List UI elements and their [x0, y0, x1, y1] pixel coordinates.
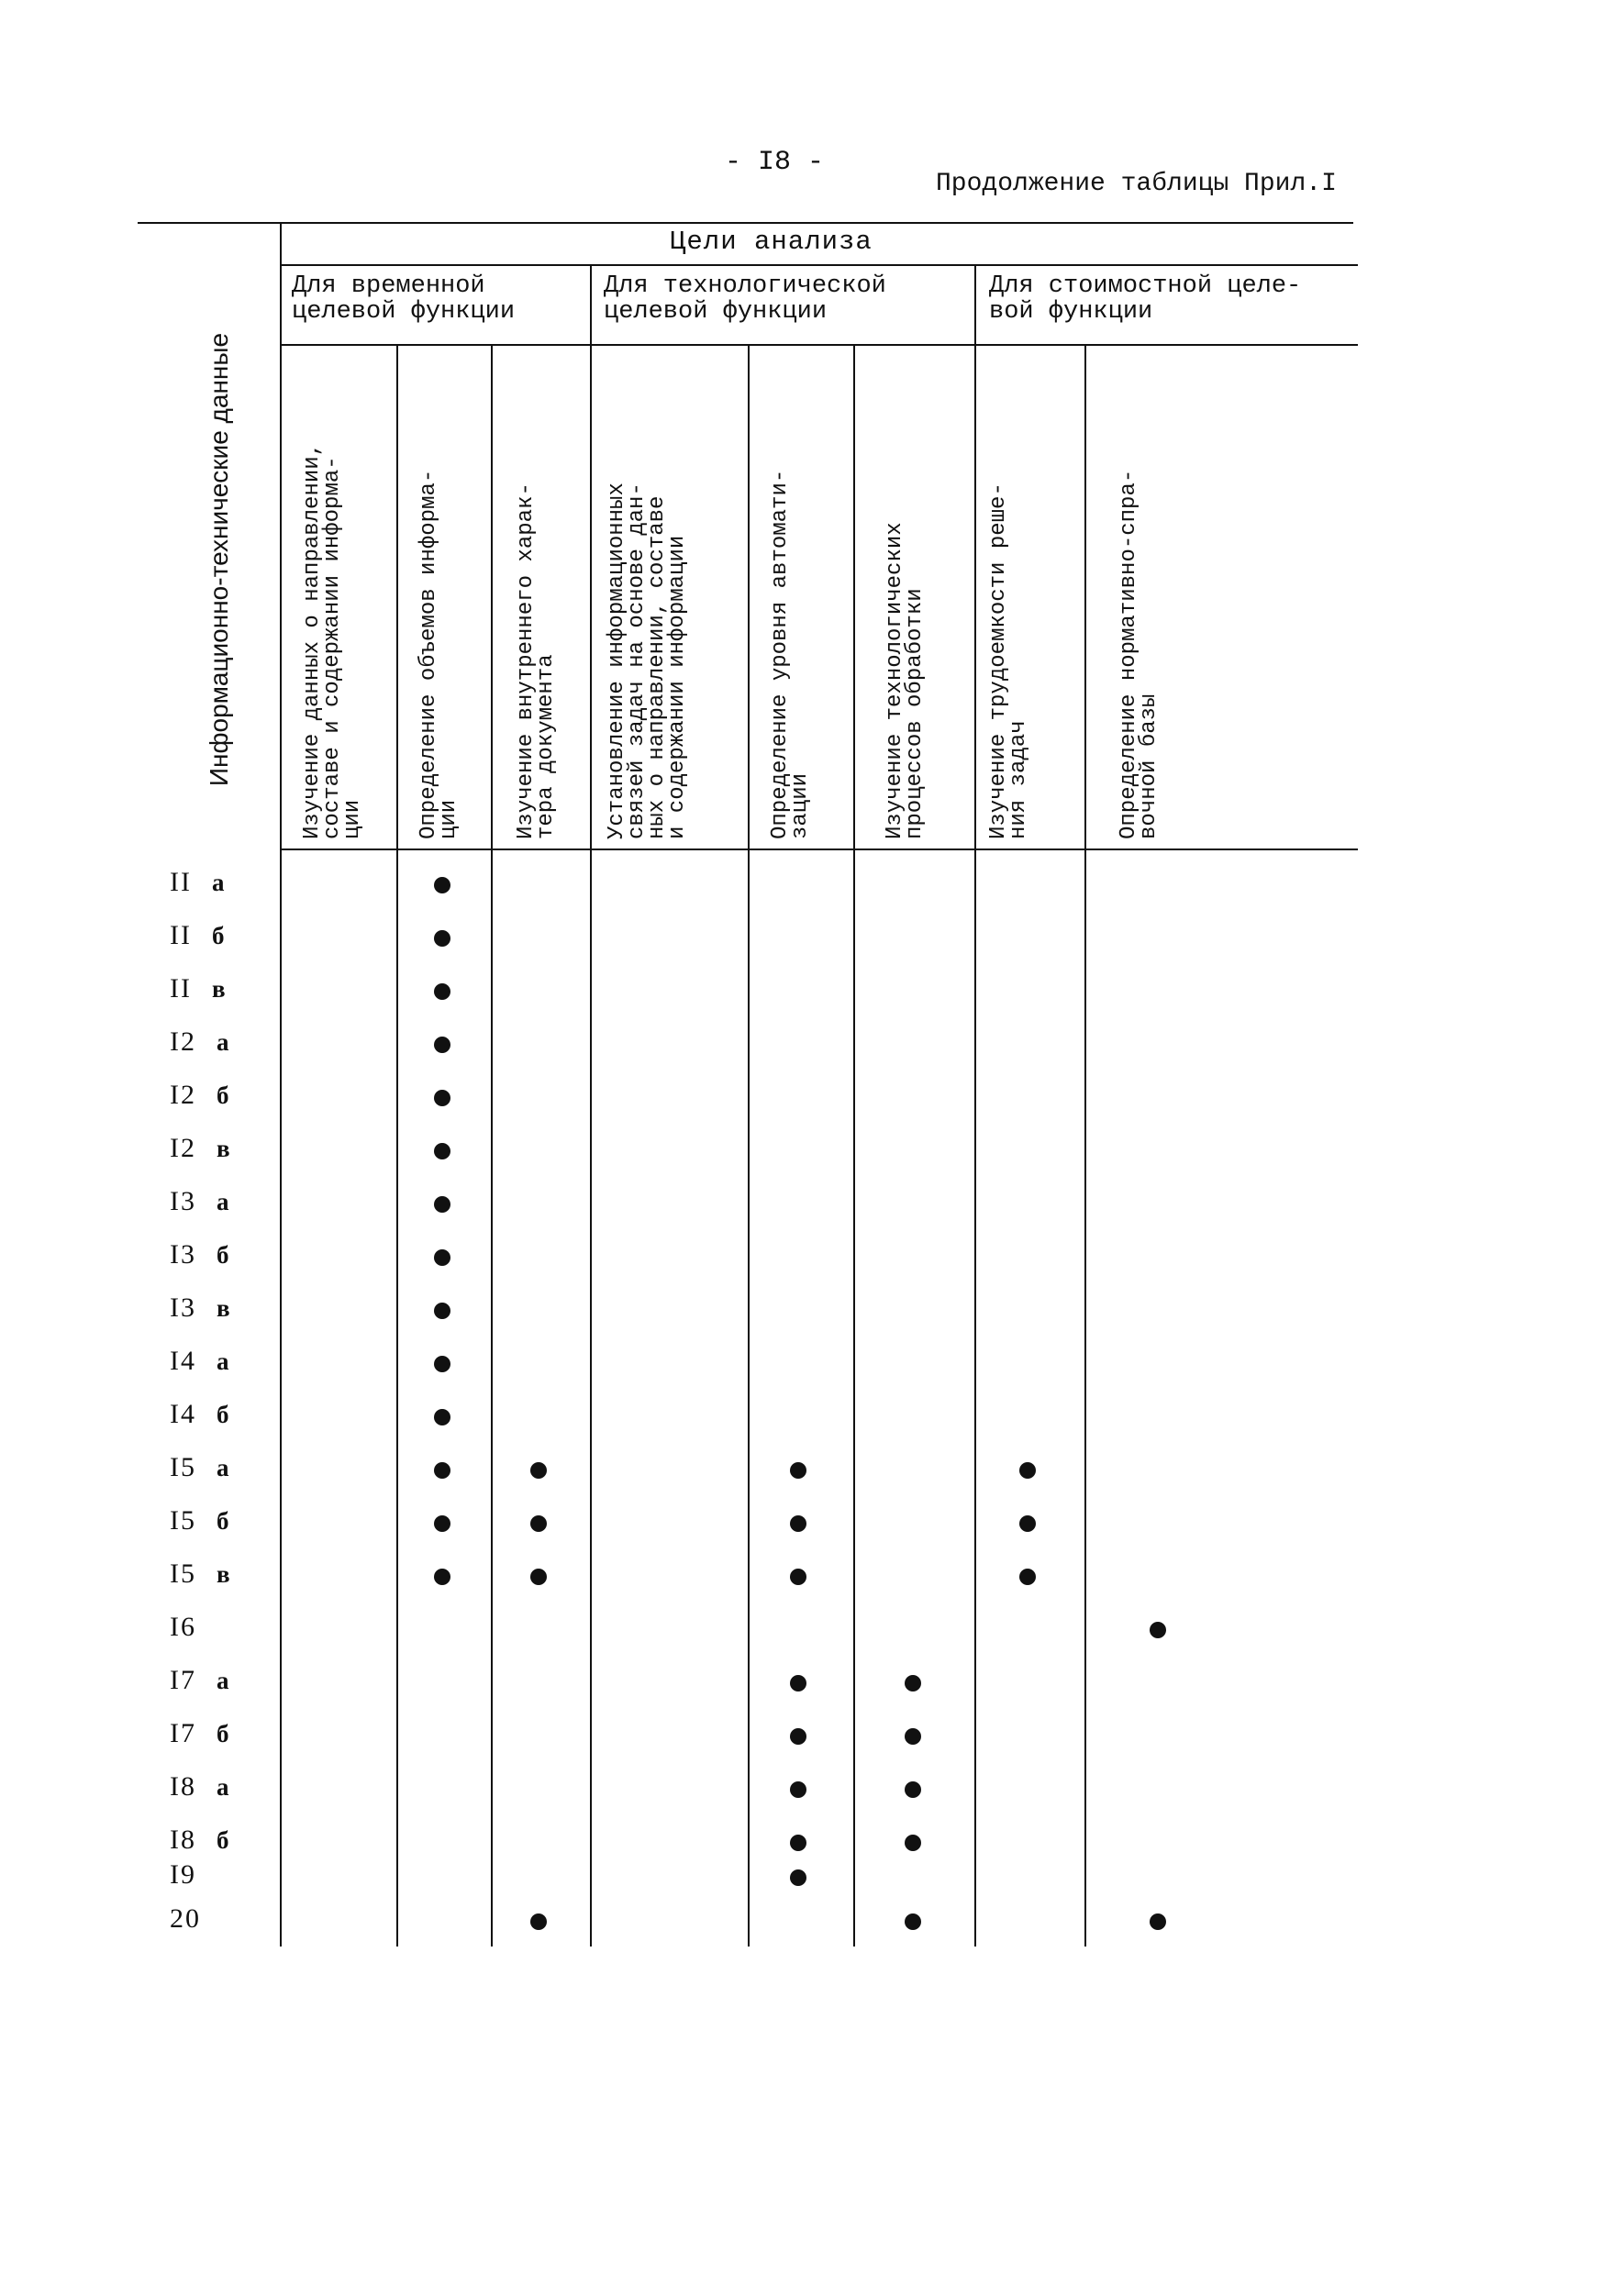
table-mark-dot [434, 1515, 450, 1532]
table-mark-dot [905, 1675, 921, 1691]
row-label [170, 1186, 229, 1217]
page-number: - I8 - [725, 147, 825, 178]
row-number: I8 [170, 1825, 196, 1855]
table-mark-dot [790, 1515, 806, 1532]
row-sub-letter: а [217, 1028, 229, 1056]
row-label [170, 1612, 196, 1643]
row-sub-letter: б [217, 1826, 229, 1854]
table-mark-dot [790, 1569, 806, 1585]
row-sub-letter: в [217, 1560, 230, 1588]
table-mark-dot [905, 1781, 921, 1798]
row-label [170, 1505, 229, 1536]
column-rule [853, 344, 855, 1947]
table-mark-dot [434, 1569, 450, 1585]
row-label [170, 1558, 230, 1590]
column-rule [1084, 344, 1086, 1947]
goals-title: Цели анализа [670, 227, 873, 257]
table-mark-dot [434, 1409, 450, 1425]
row-header: Информационно-технические данные [205, 332, 233, 787]
column-header-3: Изучение внутреннего харак- тера документа [514, 482, 559, 839]
table-mark-dot [434, 1303, 450, 1319]
table-mark-dot [434, 1249, 450, 1266]
row-label [170, 1292, 230, 1324]
table-mark-dot [1019, 1569, 1036, 1585]
row-number: 20 [170, 1903, 201, 1934]
row-number: II [170, 920, 192, 950]
table-mark-dot [790, 1869, 806, 1886]
table-mark-dot [790, 1462, 806, 1479]
row-number: I3 [170, 1239, 196, 1270]
row-label [170, 1026, 229, 1058]
row-number: I2 [170, 1133, 196, 1163]
row-sub-letter: в [211, 975, 226, 1003]
row-label [170, 920, 224, 951]
row-sub-letter: а [211, 869, 225, 896]
table-mark-dot [530, 1515, 547, 1532]
column-header-4: Установление информационных связей задач на основе дан- ных о направлении, составе и содержании информации [605, 482, 690, 839]
column-rule [748, 344, 750, 1947]
table-mark-dot [790, 1675, 806, 1691]
row-number: II [170, 867, 192, 897]
row-sub-letter: а [217, 1667, 229, 1694]
table-mark-dot [434, 1143, 450, 1159]
row-number: I6 [170, 1612, 196, 1642]
row-sub-letter: а [217, 1454, 229, 1481]
column-header-2: Определение объемов информа- ции [417, 469, 461, 839]
row-number: I3 [170, 1186, 196, 1216]
column-header-6: Изучение технологических процессов обработки [883, 522, 928, 839]
table-mark-dot [1150, 1622, 1166, 1638]
column-rule [491, 344, 493, 1947]
row-number: I8 [170, 1771, 196, 1802]
row-label [170, 1239, 229, 1270]
row-sub-letter: в [217, 1135, 230, 1162]
goals-rule [280, 264, 1358, 266]
row-label [170, 1903, 201, 1935]
row-number: I7 [170, 1665, 196, 1695]
header-bottom-rule [280, 849, 1358, 850]
group-title-cost: Для стоимостной целе- вой функции [989, 272, 1302, 326]
row-number: I5 [170, 1452, 196, 1482]
table-mark-dot [790, 1781, 806, 1798]
column-header-8: Определение нормативно-спра- вочной базы [1117, 469, 1162, 839]
row-sub-letter: б [217, 1401, 229, 1428]
table-continuation-note: Продолжение таблицы Прил.I [936, 170, 1337, 198]
table-top-rule [138, 222, 1353, 224]
row-sub-letter: б [217, 1241, 229, 1269]
group-title-time: Для временной целевой функции [292, 272, 516, 326]
table-mark-dot [434, 1462, 450, 1479]
table-mark-dot [790, 1728, 806, 1745]
row-number: I4 [170, 1346, 196, 1376]
row-label [170, 1080, 229, 1111]
table-mark-dot [434, 1037, 450, 1053]
column-header-1: Изучение данных о направлении, составе и содержании информа- ции [300, 442, 365, 839]
stub-column-rule [280, 222, 282, 1947]
row-label [170, 1771, 229, 1802]
row-label [170, 1346, 229, 1377]
row-number: II [170, 973, 192, 1004]
row-label [170, 1825, 229, 1856]
row-label [170, 1452, 229, 1483]
row-sub-letter: в [217, 1294, 230, 1322]
row-sub-letter: а [217, 1188, 229, 1215]
table-mark-dot [790, 1835, 806, 1851]
row-sub-letter: а [217, 1773, 229, 1801]
row-number: I7 [170, 1718, 196, 1748]
row-number: I2 [170, 1080, 196, 1110]
row-label [170, 1399, 229, 1430]
row-sub-letter: б [217, 1081, 229, 1109]
column-rule [396, 344, 398, 1947]
row-sub-letter: а [217, 1348, 229, 1375]
table-mark-dot [1019, 1462, 1036, 1479]
column-header-5: Определение уровня автомати- зации [768, 469, 813, 839]
group-rule [974, 264, 976, 1947]
row-sub-letter: б [217, 1507, 229, 1535]
group-rule [590, 264, 592, 1947]
table-mark-dot [434, 1196, 450, 1213]
row-label [170, 1718, 229, 1749]
row-number: I2 [170, 1026, 196, 1057]
table-mark-dot [1150, 1913, 1166, 1930]
table-mark-dot [434, 983, 450, 1000]
row-sub-letter: б [211, 922, 225, 949]
table-mark-dot [434, 1356, 450, 1372]
table-mark-dot [530, 1462, 547, 1479]
table-mark-dot [434, 1090, 450, 1106]
row-number: I4 [170, 1399, 196, 1429]
table-mark-dot [905, 1728, 921, 1745]
table-mark-dot [530, 1569, 547, 1585]
row-label [170, 1665, 229, 1696]
row-label [170, 973, 226, 1004]
table-mark-dot [1019, 1515, 1036, 1532]
table-mark-dot [434, 877, 450, 893]
row-number: I3 [170, 1292, 196, 1323]
row-label [170, 1133, 230, 1164]
row-label [170, 867, 224, 898]
table-mark-dot [905, 1835, 921, 1851]
group-title-tech: Для технологической целевой функции [604, 272, 886, 326]
row-number: I5 [170, 1558, 196, 1589]
row-label [170, 1859, 196, 1891]
table-mark-dot [434, 930, 450, 947]
column-header-7: Изучение трудоемкости реше- ния задач [986, 482, 1031, 839]
row-sub-letter: б [217, 1720, 229, 1747]
row-number: I5 [170, 1505, 196, 1536]
table-mark-dot [530, 1913, 547, 1930]
table-mark-dot [905, 1913, 921, 1930]
row-number: I9 [170, 1859, 196, 1890]
